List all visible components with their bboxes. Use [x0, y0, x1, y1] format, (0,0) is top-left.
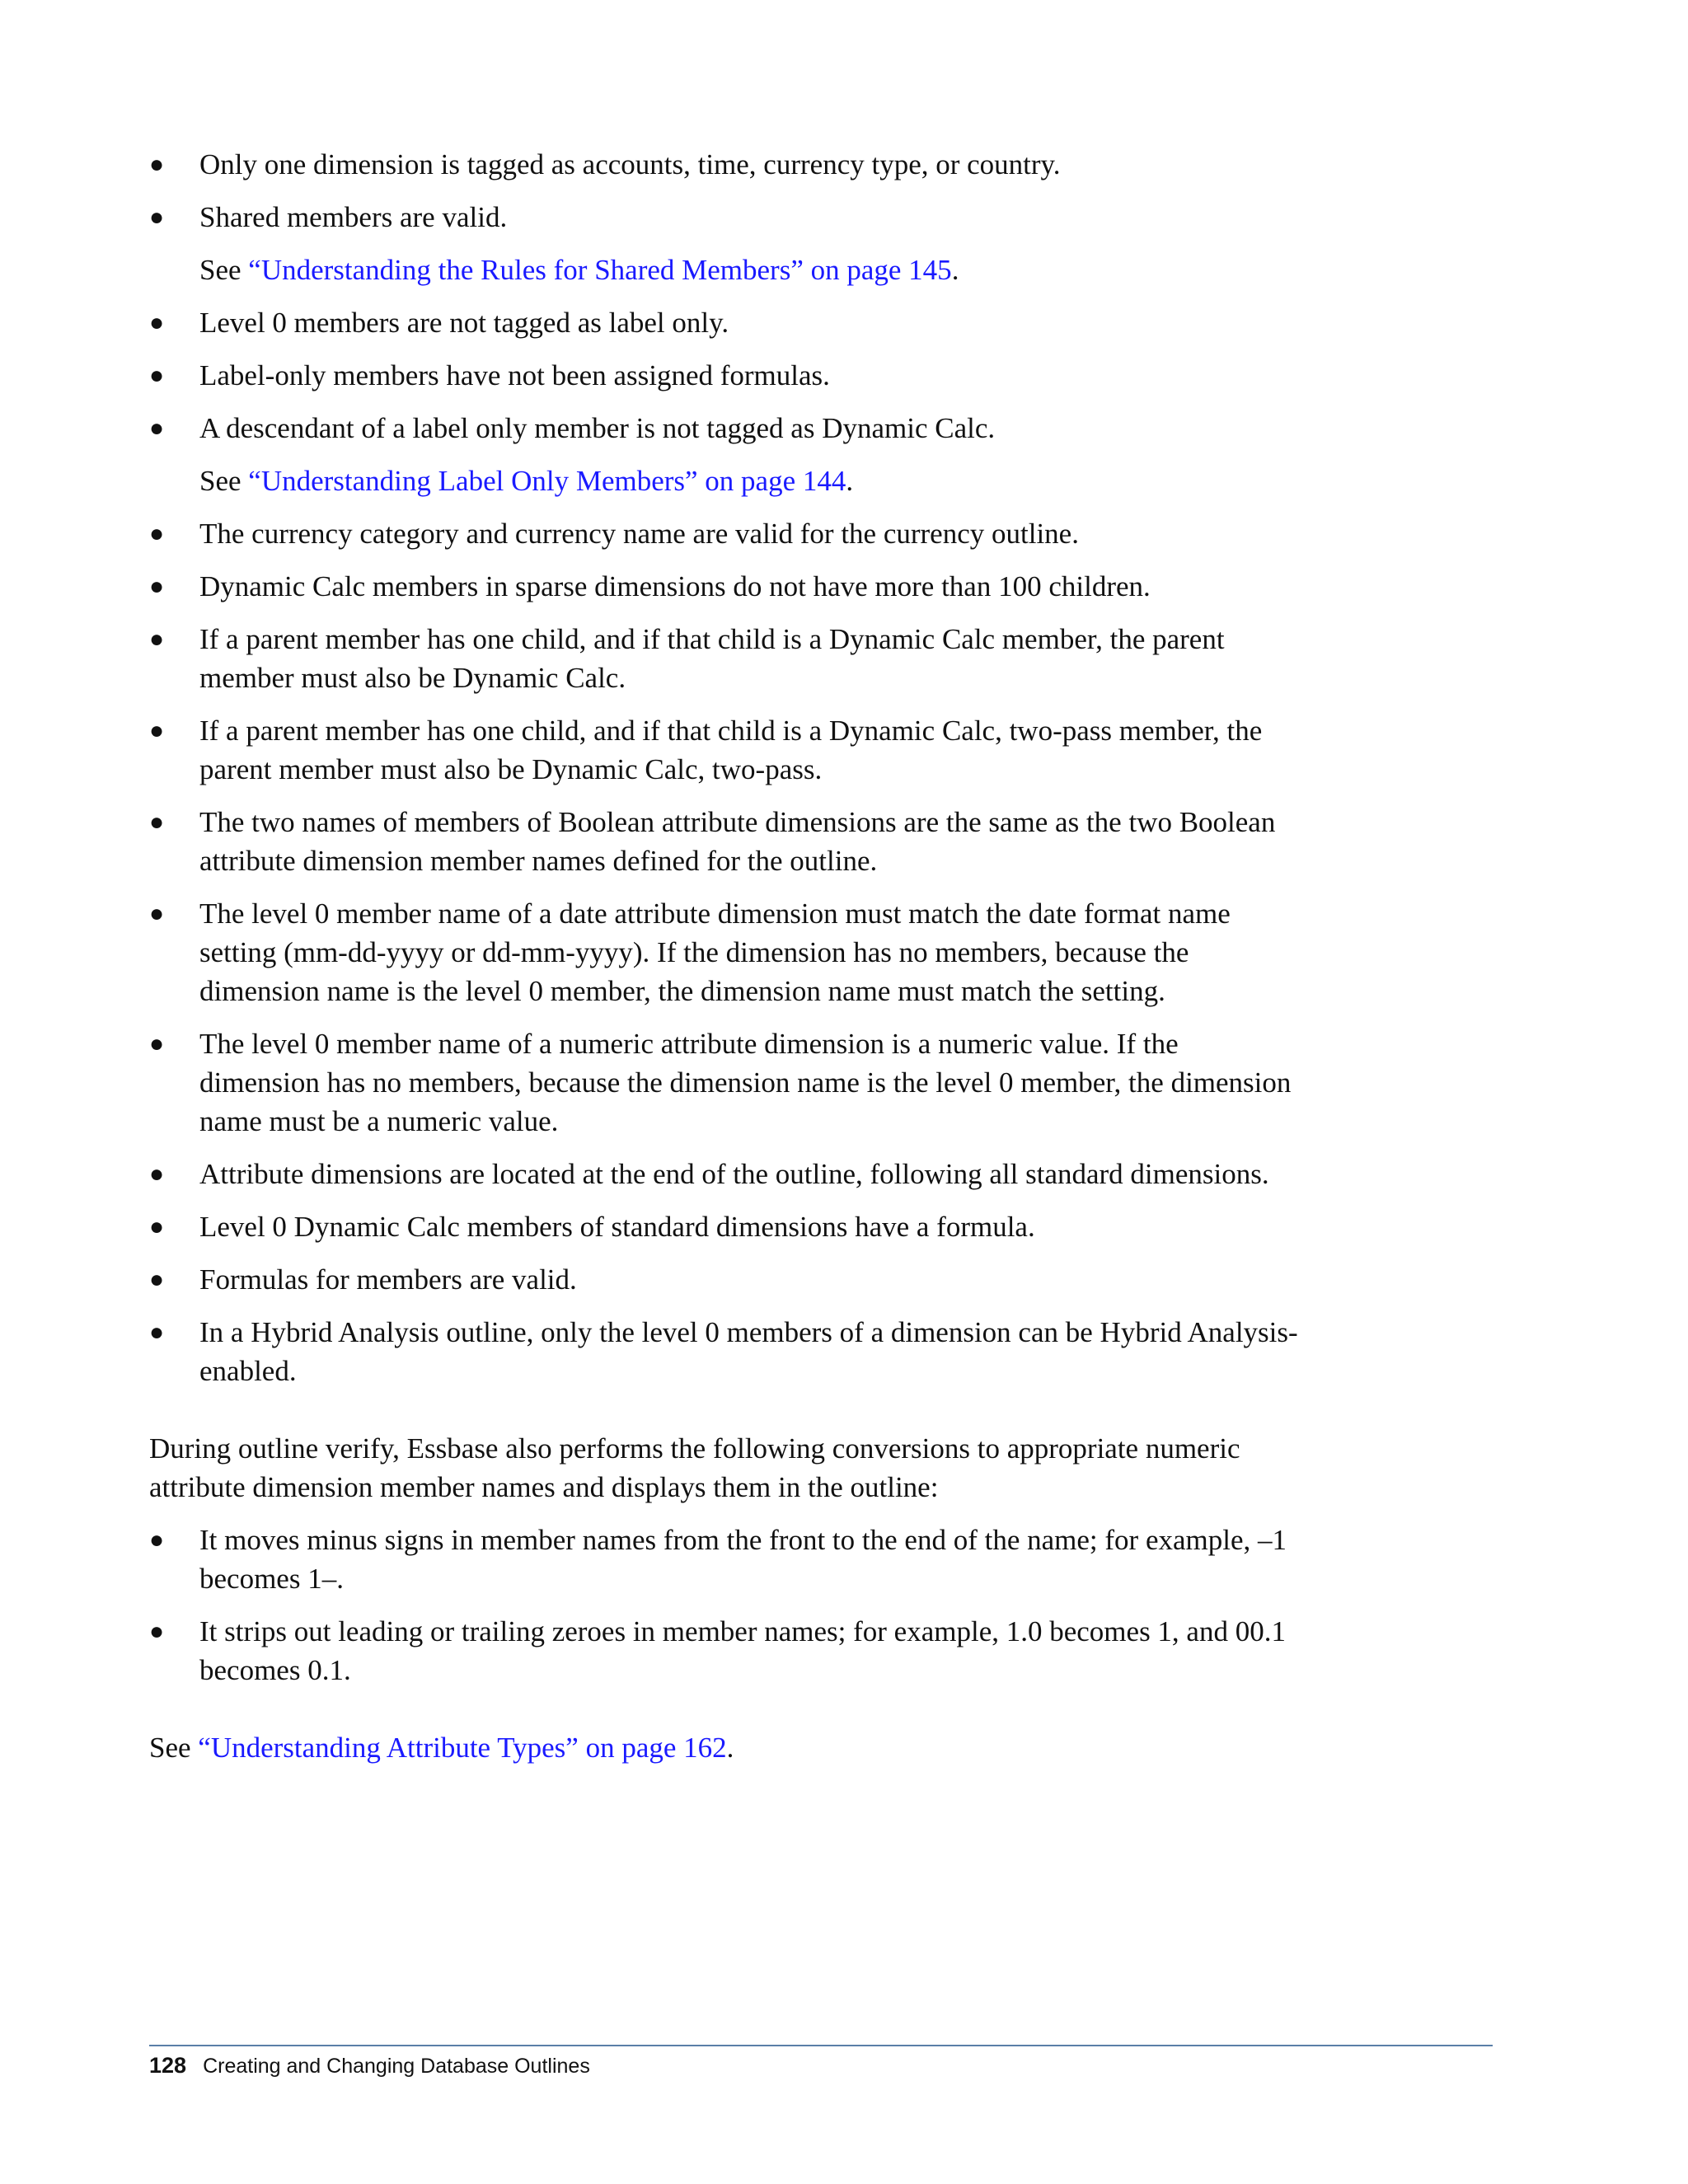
- list-item-text: A descendant of a label only member is not tagged as Dynamic Calc.: [199, 412, 996, 444]
- verification-list-top: [149, 145, 1303, 237]
- bullet-icon: ●: [149, 1319, 165, 1346]
- bullet-icon: ●: [149, 573, 165, 600]
- chapter-title: Creating and Changing Database Outlines: [203, 2055, 590, 2078]
- list-item-text: In a Hybrid Analysis outline, only the level 0 members of a dimension can be Hybrid Analysis-enabled.: [199, 1316, 1298, 1387]
- list-item: [149, 409, 1303, 448]
- list-item-text: The currency category and currency name are valid for the currency outline.: [199, 518, 1079, 550]
- bullet-icon: ●: [149, 151, 165, 178]
- list-item: [149, 198, 1303, 237]
- list-item: [149, 1521, 1303, 1598]
- list-item-text: Level 0 Dynamic Calc members of standard dimensions have a formula.: [199, 1211, 1035, 1243]
- page-content: [149, 145, 1303, 1781]
- bullet-icon: ●: [149, 717, 165, 744]
- bullet-icon: ●: [149, 626, 165, 653]
- list-item-text: Dynamic Calc members in sparse dimensions do not have more than 100 children.: [199, 570, 1151, 602]
- bullet-icon: ●: [149, 204, 165, 231]
- bullet-icon: ●: [149, 1160, 165, 1188]
- bullet-icon: ●: [149, 1030, 165, 1057]
- verification-list-main: [149, 514, 1303, 1390]
- bullet-icon: ●: [149, 1526, 165, 1554]
- list-item: [149, 303, 1303, 342]
- conversions-intro: During outline verify, Essbase also performs the following conversions to appropriate numeric attribute dimension member names and displays them in the outline:: [149, 1432, 1240, 1503]
- list-item-text: The level 0 member name of a date attribute dimension must match the date format name setting (mm-dd-yyyy or dd-mm-yyyy). If the dimension has no members, because the dimension name is the level 0 member, the dimension name must match the setting.: [199, 898, 1231, 1007]
- list-item-text: Label-only members have not been assigned formulas.: [199, 359, 830, 391]
- link-attribute-types[interactable]: “Understanding Attribute Types” on page 162: [198, 1732, 727, 1764]
- list-item: [149, 711, 1303, 789]
- list-item: [149, 803, 1303, 880]
- list-item-text: Level 0 members are not tagged as label only.: [199, 307, 729, 339]
- list-item: [149, 1313, 1303, 1390]
- bullet-icon: ●: [149, 1618, 165, 1645]
- bullet-icon: ●: [149, 1266, 165, 1293]
- list-item: [149, 514, 1303, 553]
- list-item: [149, 1155, 1303, 1193]
- list-item-text: Formulas for members are valid.: [199, 1263, 577, 1296]
- list-item: [149, 894, 1303, 1010]
- bullet-icon: ●: [149, 309, 165, 336]
- list-item: [149, 620, 1303, 697]
- list-item-text: If a parent member has one child, and if that child is a Dynamic Calc member, the parent member must also be Dynamic Calc.: [199, 623, 1225, 694]
- see-also-label-only: See “Understanding Label Only Members” on page 144.: [199, 465, 854, 497]
- list-item-text: Only one dimension is tagged as accounts, time, currency type, or country.: [199, 148, 1061, 180]
- see-also-attribute-types: See “Understanding Attribute Types” on page 162.: [149, 1732, 734, 1764]
- bullet-icon: ●: [149, 1213, 165, 1240]
- see-also-shared: See “Understanding the Rules for Shared Members” on page 145.: [199, 254, 959, 286]
- list-item-text: The level 0 member name of a numeric attribute dimension is a numeric value. If the dimension has no members, because the dimension name is the level 0 member, the dimension name must be a numeric value.: [199, 1028, 1292, 1137]
- verification-list-label: [149, 303, 1303, 448]
- list-item: [149, 1260, 1303, 1299]
- bullet-icon: ●: [149, 520, 165, 547]
- list-item: [149, 1207, 1303, 1246]
- list-item-text: It moves minus signs in member names from the front to the end of the name; for example, –1 becomes 1–.: [199, 1524, 1287, 1595]
- list-item: [149, 1024, 1303, 1141]
- bullet-icon: ●: [149, 900, 165, 927]
- link-shared-members[interactable]: “Understanding the Rules for Shared Members” on page 145: [248, 254, 952, 286]
- page-number: 128: [149, 2053, 187, 2078]
- list-item-text: If a parent member has one child, and if that child is a Dynamic Calc, two-pass member, the parent member must also be Dynamic Calc, two-pass.: [199, 715, 1263, 785]
- page-footer: [149, 2050, 590, 2081]
- link-label-only-members[interactable]: “Understanding Label Only Members” on page 144: [248, 465, 846, 497]
- bullet-icon: ●: [149, 808, 165, 836]
- list-item: [149, 145, 1303, 184]
- bullet-icon: ●: [149, 415, 165, 442]
- list-item-text: Shared members are valid.: [199, 201, 508, 233]
- list-item-text: The two names of members of Boolean attribute dimensions are the same as the two Boolean attribute dimension member names defined for the outline.: [199, 806, 1276, 877]
- list-item-text: It strips out leading or trailing zeroes in member names; for example, 1.0 becomes 1, and 00.1 becomes 0.1.: [199, 1615, 1286, 1686]
- list-item-text: Attribute dimensions are located at the end of the outline, following all standard dimensions.: [199, 1158, 1269, 1190]
- list-item: [149, 356, 1303, 395]
- list-item: [149, 1612, 1303, 1690]
- bullet-icon: ●: [149, 362, 165, 389]
- footer-rule: [149, 2045, 1493, 2046]
- list-item: [149, 567, 1303, 606]
- conversions-list: [149, 1521, 1303, 1690]
